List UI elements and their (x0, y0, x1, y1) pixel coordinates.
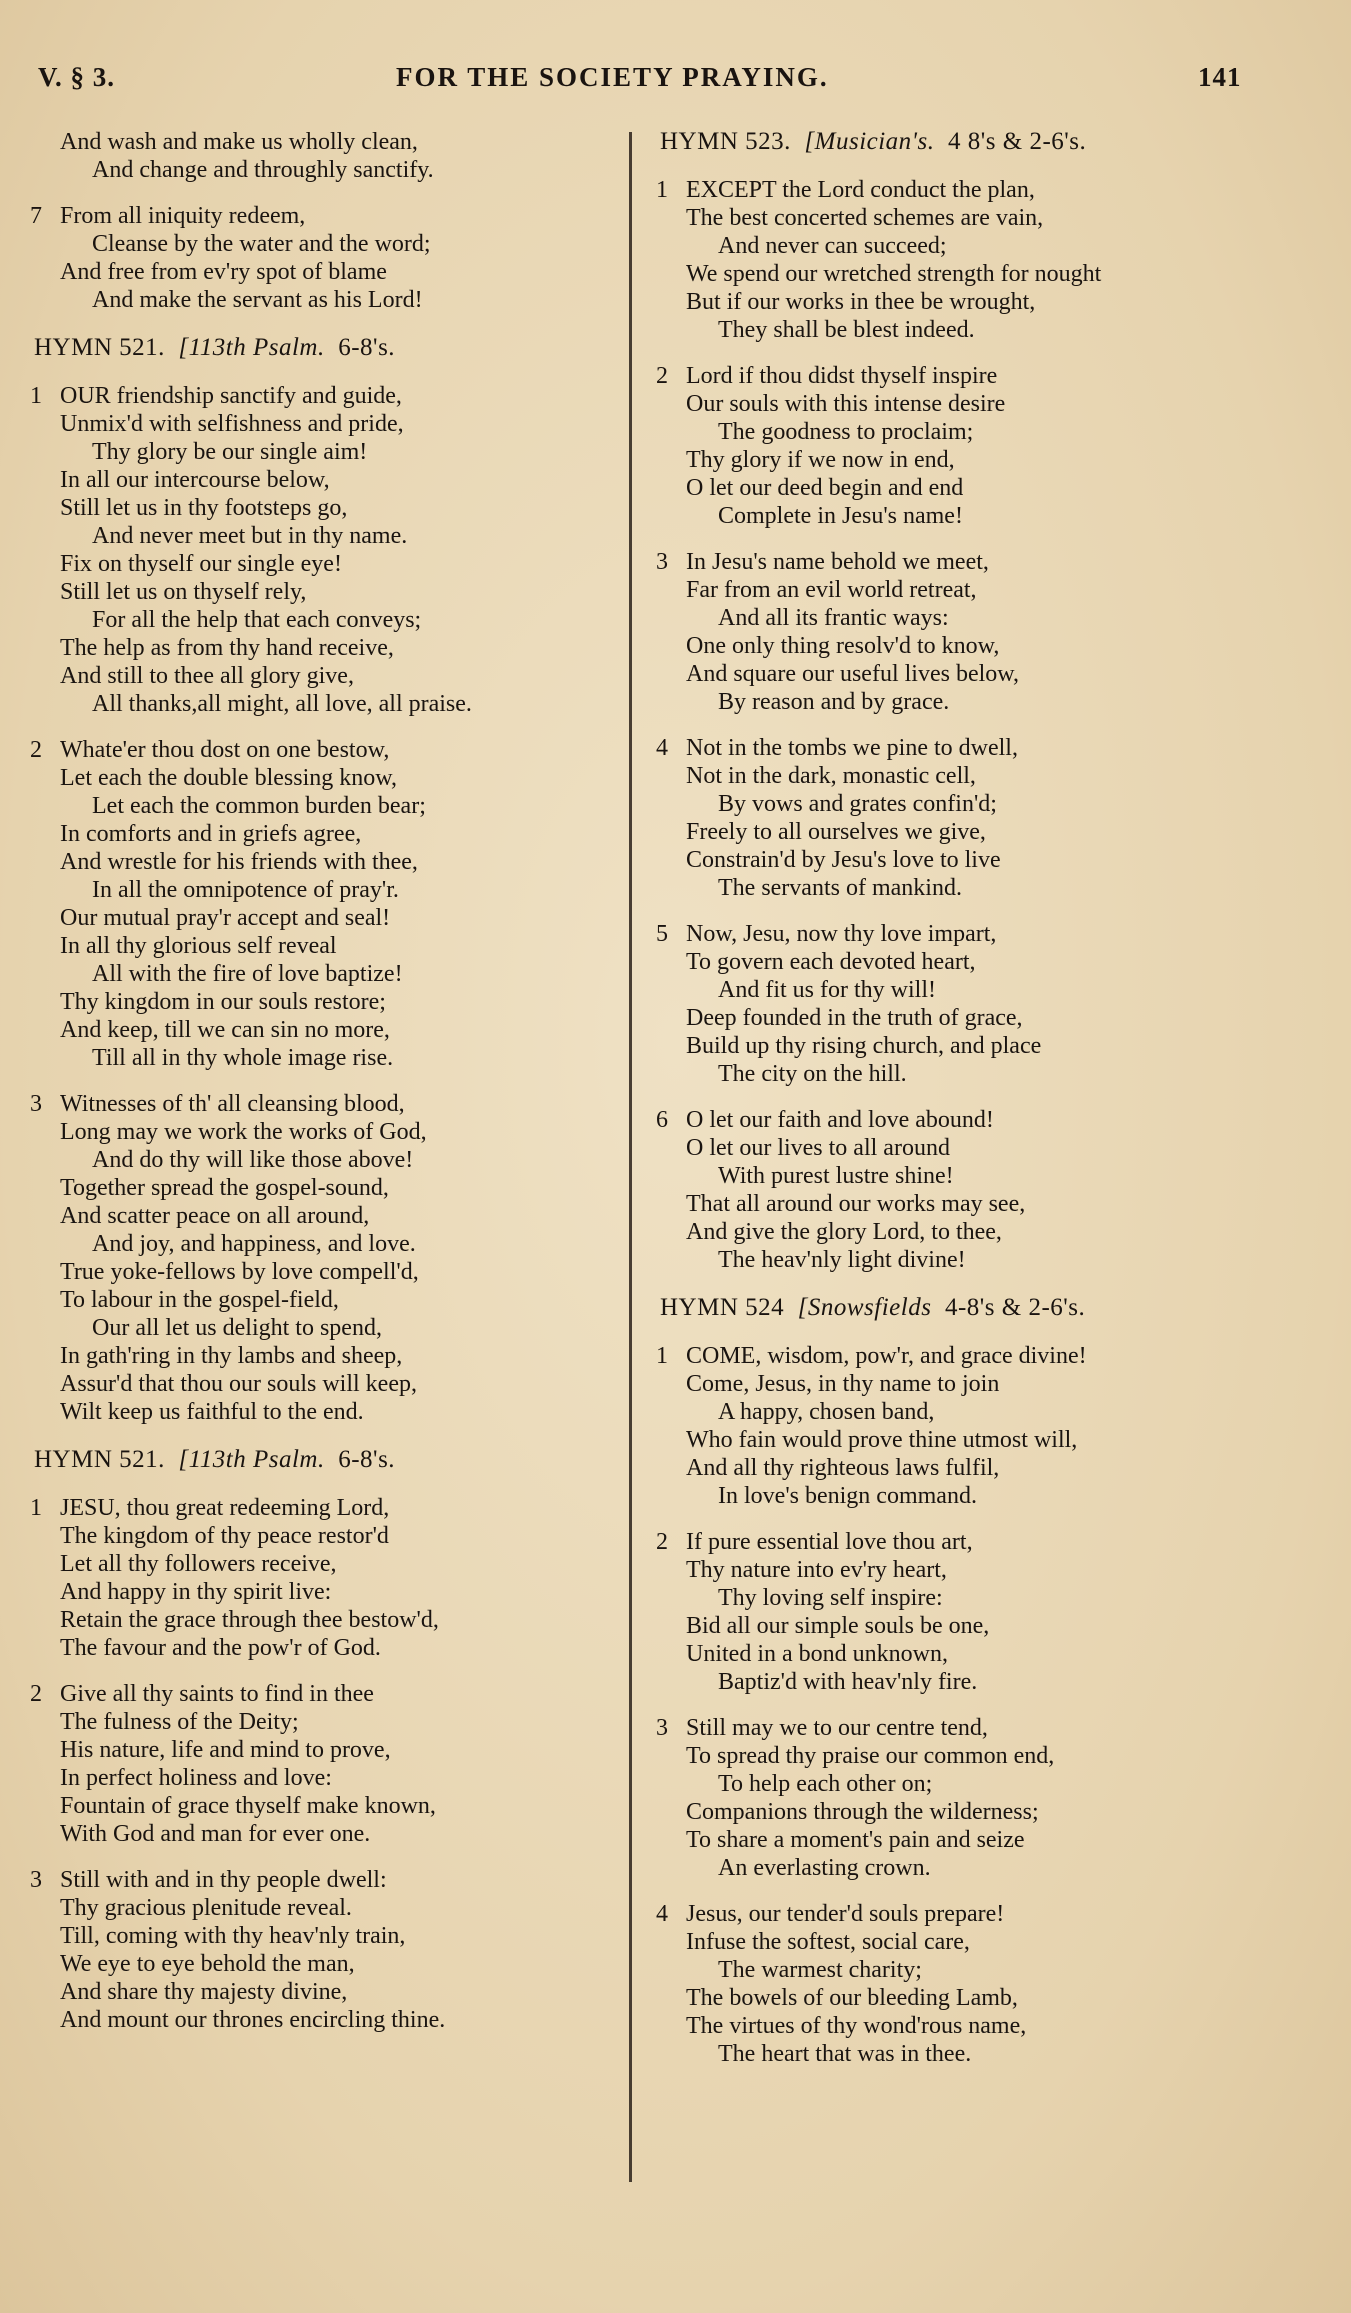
verse-line: Our all let us delight to spend, (92, 1315, 382, 1341)
verse-line: That all around our works may see, (686, 1191, 1026, 1217)
verse-line: The warmest charity; (718, 1957, 922, 1983)
verse-line: Thy loving self inspire: (718, 1585, 943, 1611)
verse-line: And never can succeed; (718, 233, 947, 259)
verse-line: And happy in thy spirit live: (60, 1579, 332, 1605)
verse-line: In all our intercourse below, (60, 467, 330, 493)
verse-line: Till, coming with thy heav'nly train, (60, 1923, 406, 1949)
verse-line: The heart that was in thee. (718, 2041, 972, 2067)
stanza-number: 1 (30, 383, 42, 409)
verse-line: Infuse the softest, social care, (686, 1929, 970, 1955)
stanza-number: 2 (30, 1681, 42, 1707)
hymn-number: HYMN 523. (660, 128, 791, 155)
verse-line: By reason and by grace. (718, 689, 950, 715)
verse-line: Now, Jesu, now thy love impart, (686, 921, 997, 947)
verse-line: To help each other on; (718, 1771, 933, 1797)
hymn-number: HYMN 524 (660, 1294, 785, 1321)
verse-line: United in a bond unknown, (686, 1641, 948, 1667)
hymn-stanza (656, 176, 1260, 344)
verse-line: If pure essential love thou art, (686, 1529, 973, 1555)
verse-line: Assur'd that thou our souls will keep, (60, 1371, 417, 1397)
verse-line: Not in the dark, monastic cell, (686, 763, 976, 789)
verse-line: Our mutual pray'r accept and seal! (60, 905, 391, 931)
verse-line: In gath'ring in thy lambs and sheep, (60, 1343, 403, 1369)
column-divider (629, 132, 632, 2182)
hymn-stanza (656, 920, 1260, 1088)
hymn-heading (34, 1446, 634, 1474)
verse-line: And still to thee all glory give, (60, 663, 354, 689)
verse-line: We eye to eye behold the man, (60, 1951, 355, 1977)
hymn-heading (660, 128, 1260, 156)
hymn-number: HYMN 521. (34, 334, 165, 361)
verse-line: To spread thy praise our common end, (686, 1743, 1055, 1769)
hymn-meter: 4-8's & 2-6's. (944, 1294, 1086, 1321)
verse-line: To share a moment's pain and seize (686, 1827, 1025, 1853)
stanza-number: 4 (656, 735, 668, 761)
verse-line: Constrain'd by Jesu's love to live (686, 847, 1001, 873)
verse-line: Deep founded in the truth of grace, (686, 1005, 1023, 1031)
verse-line: And make the servant as his Lord! (92, 287, 423, 313)
verse-line: The fulness of the Deity; (60, 1709, 299, 1735)
verse-line: To labour in the gospel-field, (60, 1287, 339, 1313)
verse-line: Baptiz'd with heav'nly fire. (718, 1669, 978, 1695)
verse-line: By vows and grates confin'd; (718, 791, 997, 817)
verse-line: In Jesu's name behold we meet, (686, 549, 989, 575)
verse-line: Long may we work the works of God, (60, 1119, 427, 1145)
hymn-stanza (656, 1528, 1260, 1696)
section-marker: V. § 3. (38, 62, 116, 92)
stanza-number: 2 (30, 737, 42, 763)
verse-line: The favour and the pow'r of God. (60, 1635, 381, 1661)
verse-line: Still let us in thy footsteps go, (60, 495, 348, 521)
hymn-stanza (30, 1680, 634, 1848)
hymn-stanza (30, 382, 634, 718)
verse-line: Build up thy rising church, and place (686, 1033, 1042, 1059)
verse-line: Fountain of grace thyself make known, (60, 1793, 436, 1819)
hymn-meter: 4 8's & 2-6's. (948, 128, 1087, 155)
verse-line: The city on the hill. (718, 1061, 907, 1087)
hymn-meter: 6-8's. (338, 334, 396, 361)
hymn-meter: 6-8's. (338, 1446, 396, 1473)
verse-line: And change and throughly sanctify. (92, 157, 434, 183)
stanza-number: 4 (656, 1901, 668, 1927)
verse-line: Thy kingdom in our souls restore; (60, 989, 386, 1015)
verse-line: Unmix'd with selfishness and pride, (60, 411, 404, 437)
stanza-number: 2 (656, 363, 668, 389)
verse-line: Let each the double blessing know, (60, 765, 398, 791)
stanza-number: 1 (30, 1495, 42, 1521)
verse-line: Witnesses of th' all cleansing blood, (60, 1091, 405, 1117)
verse-line: Thy gracious plenitude reveal. (60, 1895, 352, 1921)
hymn-stanza (34, 128, 634, 184)
verse-line: Companions through the wilderness; (686, 1799, 1039, 1825)
verse-line: Our souls with this intense desire (686, 391, 1006, 417)
hymn-tune: [Snowsfields (797, 1294, 932, 1321)
hymn-stanza (656, 1900, 1260, 2068)
stanza-number: 3 (30, 1091, 42, 1117)
verse-line: And keep, till we can sin no more, (60, 1017, 390, 1043)
verse-line: Cleanse by the water and the word; (92, 231, 431, 257)
verse-line: Come, Jesus, in thy name to join (686, 1371, 1000, 1397)
verse-line: The goodness to proclaim; (718, 419, 974, 445)
verse-line: Lord if thou didst thyself inspire (686, 363, 998, 389)
hymn-tune: [Musician's. (804, 128, 935, 155)
verse-line: An everlasting crown. (718, 1855, 931, 1881)
verse-line: And share thy majesty divine, (60, 1979, 348, 2005)
verse-line: And give the glory Lord, to thee, (686, 1219, 1002, 1245)
verse-line: All thanks,all might, all love, all praise. (92, 691, 472, 717)
stanza-number: 3 (656, 1715, 668, 1741)
verse-line: Together spread the gospel-sound, (60, 1175, 389, 1201)
hymn-number: HYMN 521. (34, 1446, 165, 1473)
verse-line: Bid all our simple souls be one, (686, 1613, 990, 1639)
verse-line: The servants of mankind. (718, 875, 962, 901)
verse-line: The heav'nly light divine! (718, 1247, 966, 1273)
verse-line: For all the help that each conveys; (92, 607, 422, 633)
verse-line: And square our useful lives below, (686, 661, 1020, 687)
page-number: 141 (1198, 62, 1242, 92)
verse-line: From all iniquity redeem, (60, 203, 306, 229)
verse-line: O let our lives to all around (686, 1135, 950, 1161)
stanza-number: 3 (30, 1867, 42, 1893)
verse-line: Jesus, our tender'd souls prepare! (686, 1901, 1005, 1927)
verse-line: The kingdom of thy peace restor'd (60, 1523, 389, 1549)
verse-line: Give all thy saints to find in thee (60, 1681, 374, 1707)
verse-line: O let our faith and love abound! (686, 1107, 994, 1133)
verse-line: The virtues of thy wond'rous name, (686, 2013, 1027, 2039)
hymn-stanza (656, 1342, 1260, 1510)
verse-line: Still let us on thyself rely, (60, 579, 307, 605)
verse-line: In love's benign command. (718, 1483, 977, 1509)
verse-line: One only thing resolv'd to know, (686, 633, 1000, 659)
verse-line: In perfect holiness and love: (60, 1765, 332, 1791)
verse-line: With purest lustre shine! (718, 1163, 954, 1189)
verse-line: Far from an evil world retreat, (686, 577, 977, 603)
verse-line: And wrestle for his friends with thee, (60, 849, 418, 875)
verse-line: They shall be blest indeed. (718, 317, 975, 343)
hymn-stanza (30, 202, 634, 314)
hymn-tune: [113th Psalm. (178, 1446, 325, 1473)
stanza-number: 6 (656, 1107, 668, 1133)
verse-line: O let our deed begin and end (686, 475, 964, 501)
running-title: FOR THE SOCIETY PRAYING. (396, 62, 829, 92)
verse-line: And do thy will like those above! (92, 1147, 414, 1173)
verse-line: We spend our wretched strength for nought (686, 261, 1102, 287)
stanza-number: 5 (656, 921, 668, 947)
verse-line: Wilt keep us faithful to the end. (60, 1399, 364, 1425)
verse-line: With God and man for ever one. (60, 1821, 371, 1847)
hymn-stanza (30, 736, 634, 1072)
verse-line: In all thy glorious self reveal (60, 933, 337, 959)
verse-line: Thy glory be our single aim! (92, 439, 368, 465)
verse-line: The best concerted schemes are vain, (686, 205, 1044, 231)
stanza-number: 2 (656, 1529, 668, 1555)
left-column (30, 128, 634, 2052)
verse-line: And scatter peace on all around, (60, 1203, 370, 1229)
verse-line: But if our works in thee be wrought, (686, 289, 1036, 315)
stanza-number: 3 (656, 549, 668, 575)
verse-line: Complete in Jesu's name! (718, 503, 963, 529)
hymn-stanza (30, 1090, 634, 1426)
stanza-number: 1 (656, 1343, 668, 1369)
verse-line: His nature, life and mind to prove, (60, 1737, 391, 1763)
verse-line: Till all in thy whole image rise. (92, 1045, 394, 1071)
verse-line: In all the omnipotence of pray'r. (92, 877, 399, 903)
page-header (38, 62, 1248, 108)
verse-line: OUR friendship sanctify and guide, (60, 383, 402, 409)
verse-line: Fix on thyself our single eye! (60, 551, 342, 577)
verse-line: The help as from thy hand receive, (60, 635, 394, 661)
stanza-number: 1 (656, 177, 668, 203)
verse-line: A happy, chosen band, (718, 1399, 935, 1425)
verse-line: Retain the grace through thee bestow'd, (60, 1607, 439, 1633)
verse-line: COME, wisdom, pow'r, and grace divine! (686, 1343, 1087, 1369)
verse-line: Whate'er thou dost on one bestow, (60, 737, 390, 763)
hymn-stanza (30, 1866, 634, 2034)
verse-line: And free from ev'ry spot of blame (60, 259, 387, 285)
verse-line: The bowels of our bleeding Lamb, (686, 1985, 1018, 2011)
stanza-number: 7 (30, 203, 42, 229)
verse-line: Let all thy followers receive, (60, 1551, 337, 1577)
hymn-heading (660, 1294, 1260, 1322)
hymn-stanza (656, 362, 1260, 530)
hymn-tune: [113th Psalm. (178, 334, 325, 361)
verse-line: All with the fire of love baptize! (92, 961, 403, 987)
hymn-stanza (656, 1106, 1260, 1274)
verse-line: And never meet but in thy name. (92, 523, 408, 549)
verse-line: Let each the common burden bear; (92, 793, 426, 819)
hymn-stanza (656, 548, 1260, 716)
verse-line: Freely to all ourselves we give, (686, 819, 986, 845)
hymn-stanza (656, 1714, 1260, 1882)
verse-line: Still with and in thy people dwell: (60, 1867, 387, 1893)
verse-line: And wash and make us wholly clean, (60, 129, 418, 155)
verse-line: Not in the tombs we pine to dwell, (686, 735, 1018, 761)
verse-line: And all thy righteous laws fulfil, (686, 1455, 1000, 1481)
verse-line: To govern each devoted heart, (686, 949, 976, 975)
right-column (656, 128, 1260, 2086)
verse-line: JESU, thou great redeeming Lord, (60, 1495, 390, 1521)
verse-line: Thy glory if we now in end, (686, 447, 955, 473)
verse-line: In comforts and in griefs agree, (60, 821, 362, 847)
verse-line: Who fain would prove thine utmost will, (686, 1427, 1078, 1453)
verse-line: And all its frantic ways: (718, 605, 949, 631)
verse-line: True yoke-fellows by love compell'd, (60, 1259, 419, 1285)
verse-line: EXCEPT the Lord conduct the plan, (686, 177, 1035, 203)
hymn-heading (34, 334, 634, 362)
hymn-stanza (656, 734, 1260, 902)
verse-line: Still may we to our centre tend, (686, 1715, 988, 1741)
verse-line: And joy, and happiness, and love. (92, 1231, 416, 1257)
verse-line: And mount our thrones encircling thine. (60, 2007, 446, 2033)
verse-line: Thy nature into ev'ry heart, (686, 1557, 947, 1583)
hymn-stanza (30, 1494, 634, 1662)
verse-line: And fit us for thy will! (718, 977, 936, 1003)
